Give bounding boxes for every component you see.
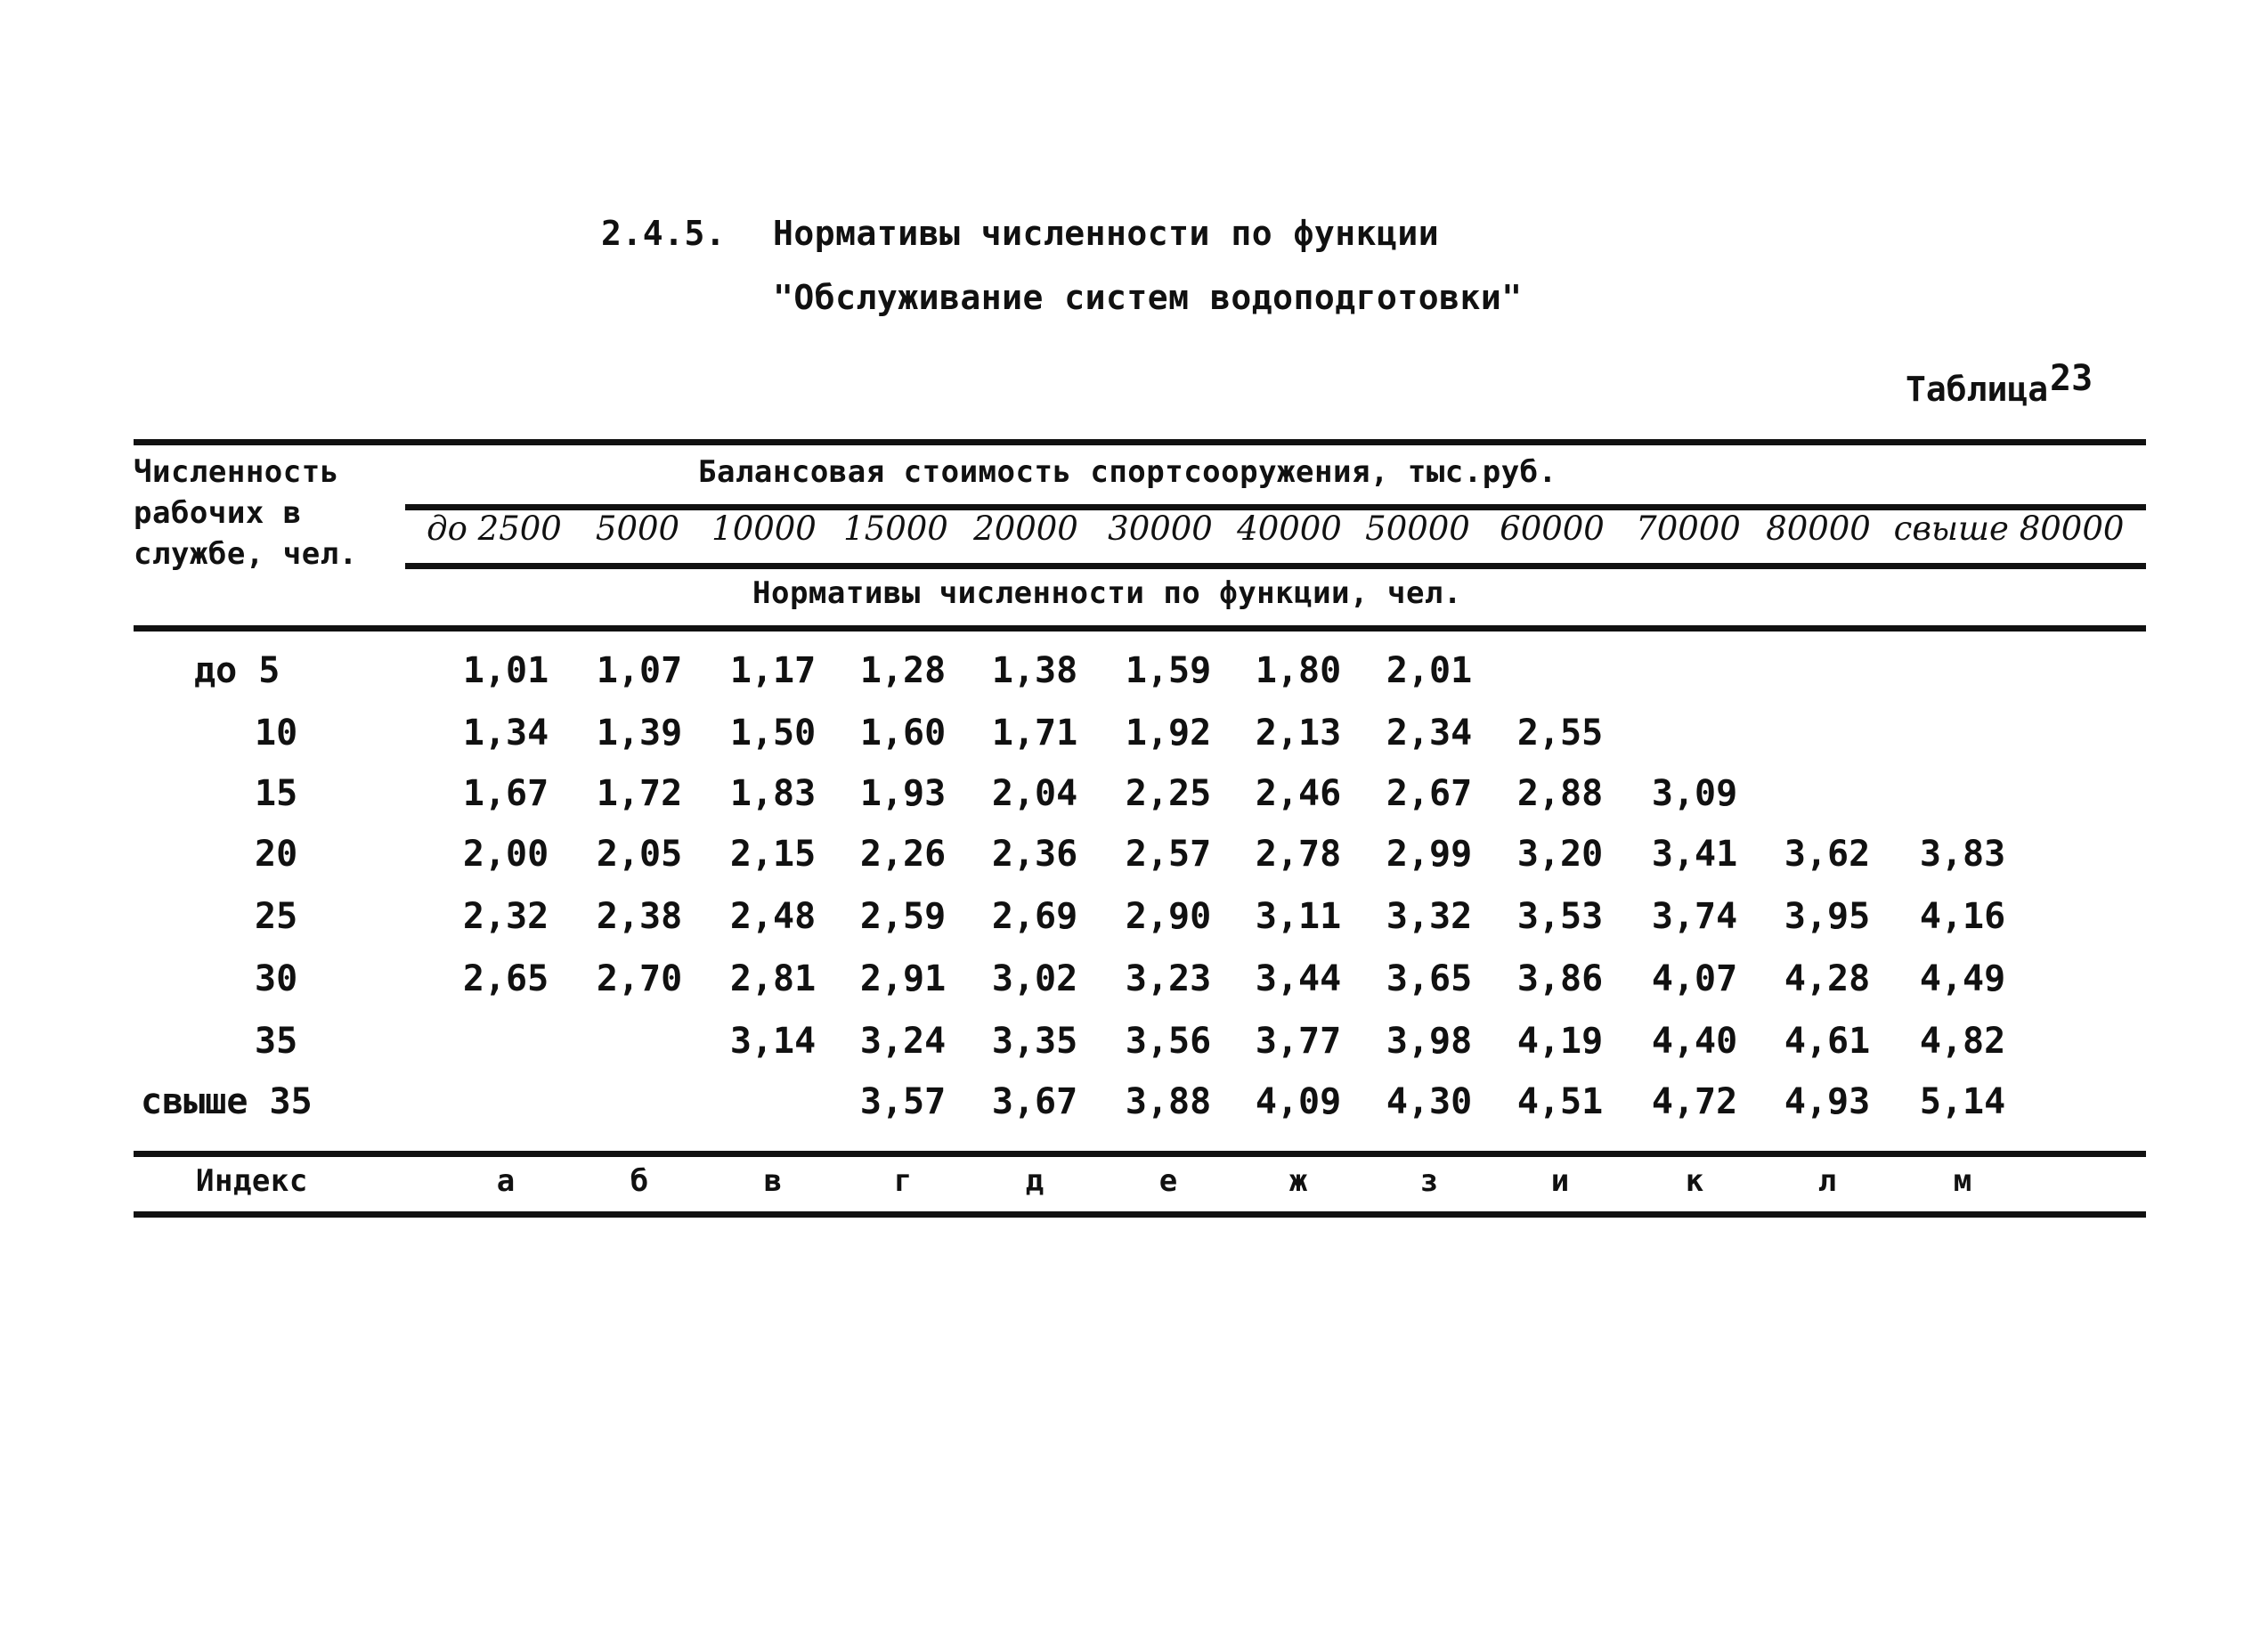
table-cell: 3,32 [1386, 896, 1473, 937]
row-label: 10 [255, 713, 298, 754]
table-cell: 3,20 [1516, 834, 1604, 875]
table-cell: 2,26 [859, 834, 947, 875]
section-title: Нормативы численности по функции [773, 214, 1440, 253]
column-header: 80000 [1766, 509, 1871, 548]
row-label: 15 [255, 773, 298, 814]
table-cell: 3,86 [1516, 958, 1604, 999]
table-cell: 1,72 [596, 773, 683, 814]
table-cell: 2,36 [991, 834, 1078, 875]
table-cell: 1,67 [462, 773, 549, 814]
index-letter: ж [1288, 1163, 1308, 1199]
table-cell: 1,28 [859, 650, 947, 691]
table-cell: 2,81 [729, 958, 817, 999]
column-header: свыше 80000 [1893, 509, 2125, 548]
table-cell: 3,74 [1651, 896, 1738, 937]
index-letter: в [763, 1163, 783, 1199]
table-cell: 4,51 [1516, 1081, 1604, 1122]
table-cell: 1,50 [729, 713, 817, 754]
header-bottom-rule [134, 625, 2146, 632]
table-cell: 3,23 [1125, 958, 1212, 999]
table-cell: 3,83 [1919, 834, 2006, 875]
table-cell: 2,90 [1125, 896, 1212, 937]
index-letter: г [893, 1163, 913, 1199]
index-letter: б [630, 1163, 649, 1199]
table-cell: 4,16 [1919, 896, 2006, 937]
table-cell: 2,70 [596, 958, 683, 999]
table-cell: 2,78 [1255, 834, 1342, 875]
table-cell: 2,38 [596, 896, 683, 937]
section-subtitle: "Обслуживание систем водоподготовки" [773, 278, 1523, 317]
table-cell: 4,72 [1651, 1081, 1738, 1122]
table-cell: 1,93 [859, 773, 947, 814]
table-cell: 2,88 [1516, 773, 1604, 814]
column-header: 15000 [843, 509, 948, 548]
table-cell: 2,65 [462, 958, 549, 999]
table-cell: 1,34 [462, 713, 549, 754]
row-label: 30 [255, 958, 298, 999]
sub-header: Нормативы численности по функции, чел. [752, 575, 1462, 611]
row-label: 20 [255, 834, 298, 875]
table-bottom-rule [134, 1211, 2146, 1218]
column-header: 10000 [711, 509, 817, 548]
table-number: 23 [2050, 358, 2093, 399]
table-cell: 2,67 [1386, 773, 1473, 814]
table-cell: 2,04 [991, 773, 1078, 814]
table-cell: 2,15 [729, 834, 817, 875]
column-header: 70000 [1636, 509, 1741, 548]
table-cell: 1,38 [991, 650, 1078, 691]
section-number: 2.4.5. [601, 214, 727, 253]
table-cell: 2,69 [991, 896, 1078, 937]
table-cell: 2,00 [462, 834, 549, 875]
table-top-rule [134, 439, 2146, 445]
table-cell: 1,59 [1125, 650, 1212, 691]
index-letter: м [1953, 1163, 1972, 1199]
table-cell: 5,14 [1919, 1081, 2006, 1122]
table-cell: 3,53 [1516, 896, 1604, 937]
body-bottom-rule [134, 1151, 2146, 1157]
column-header: 40000 [1237, 509, 1342, 548]
table-cell: 3,88 [1125, 1081, 1212, 1122]
index-label: Индекс [196, 1163, 308, 1199]
table-cell: 1,71 [991, 713, 1078, 754]
column-header-rule [405, 563, 2146, 569]
table-cell: 3,56 [1125, 1021, 1212, 1062]
row-label: свыше 35 [141, 1081, 313, 1122]
table-cell: 2,01 [1386, 650, 1473, 691]
table-cell: 1,01 [462, 650, 549, 691]
column-header: 20000 [973, 509, 1078, 548]
column-header: до 2500 [427, 509, 562, 548]
table-label: Таблица [1906, 370, 2049, 409]
table-cell: 3,77 [1255, 1021, 1342, 1062]
table-cell: 1,39 [596, 713, 683, 754]
index-letter: и [1550, 1163, 1570, 1199]
column-header: 60000 [1500, 509, 1605, 548]
table-cell: 3,57 [859, 1081, 947, 1122]
stub-header-line3: службе, чел. [134, 536, 358, 572]
index-letter: д [1025, 1163, 1045, 1199]
table-cell: 1,92 [1125, 713, 1212, 754]
table-cell: 3,41 [1651, 834, 1738, 875]
table-cell: 4,93 [1784, 1081, 1871, 1122]
table-cell: 3,44 [1255, 958, 1342, 999]
table-cell: 1,83 [729, 773, 817, 814]
table-cell: 3,98 [1386, 1021, 1473, 1062]
column-header: 5000 [595, 509, 680, 548]
table-cell: 4,09 [1255, 1081, 1342, 1122]
index-letter: е [1158, 1163, 1178, 1199]
table-cell: 4,40 [1651, 1021, 1738, 1062]
table-cell: 2,32 [462, 896, 549, 937]
table-cell: 1,17 [729, 650, 817, 691]
table-cell: 3,65 [1386, 958, 1473, 999]
table-cell: 2,91 [859, 958, 947, 999]
index-letter: а [496, 1163, 516, 1199]
table-cell: 4,28 [1784, 958, 1871, 999]
table-cell: 2,46 [1255, 773, 1342, 814]
table-cell: 4,82 [1919, 1021, 2006, 1062]
table-cell: 2,55 [1516, 713, 1604, 754]
column-header: 30000 [1108, 509, 1213, 548]
stub-header-line2: рабочих в [134, 495, 302, 531]
table-cell: 3,35 [991, 1021, 1078, 1062]
table-cell: 3,95 [1784, 896, 1871, 937]
table-cell: 3,02 [991, 958, 1078, 999]
stub-header-line1: Численность [134, 454, 339, 490]
column-header: 50000 [1365, 509, 1470, 548]
table-cell: 3,24 [859, 1021, 947, 1062]
index-letter: к [1685, 1163, 1704, 1199]
index-letter: з [1419, 1163, 1439, 1199]
row-label: 25 [255, 896, 298, 937]
table-cell: 2,13 [1255, 713, 1342, 754]
index-letter: л [1817, 1163, 1837, 1199]
table-cell: 3,09 [1651, 773, 1738, 814]
table-cell: 4,61 [1784, 1021, 1871, 1062]
table-cell: 3,11 [1255, 896, 1342, 937]
row-label: до 5 [194, 650, 280, 691]
table-cell: 4,49 [1919, 958, 2006, 999]
table-cell: 2,57 [1125, 834, 1212, 875]
table-cell: 2,34 [1386, 713, 1473, 754]
table-cell: 2,59 [859, 896, 947, 937]
table-cell: 4,19 [1516, 1021, 1604, 1062]
table-cell: 2,05 [596, 834, 683, 875]
table-cell: 1,07 [596, 650, 683, 691]
table-cell: 2,99 [1386, 834, 1473, 875]
table-cell: 1,60 [859, 713, 947, 754]
table-cell: 3,14 [729, 1021, 817, 1062]
row-label: 35 [255, 1021, 298, 1062]
table-cell: 2,25 [1125, 773, 1212, 814]
table-cell: 1,80 [1255, 650, 1342, 691]
table-cell: 4,30 [1386, 1081, 1473, 1122]
table-cell: 3,62 [1784, 834, 1871, 875]
group-header: Балансовая стоимость спортсооружения, тыс.руб. [698, 454, 1557, 490]
table-cell: 4,07 [1651, 958, 1738, 999]
table-cell: 3,67 [991, 1081, 1078, 1122]
table-cell: 2,48 [729, 896, 817, 937]
